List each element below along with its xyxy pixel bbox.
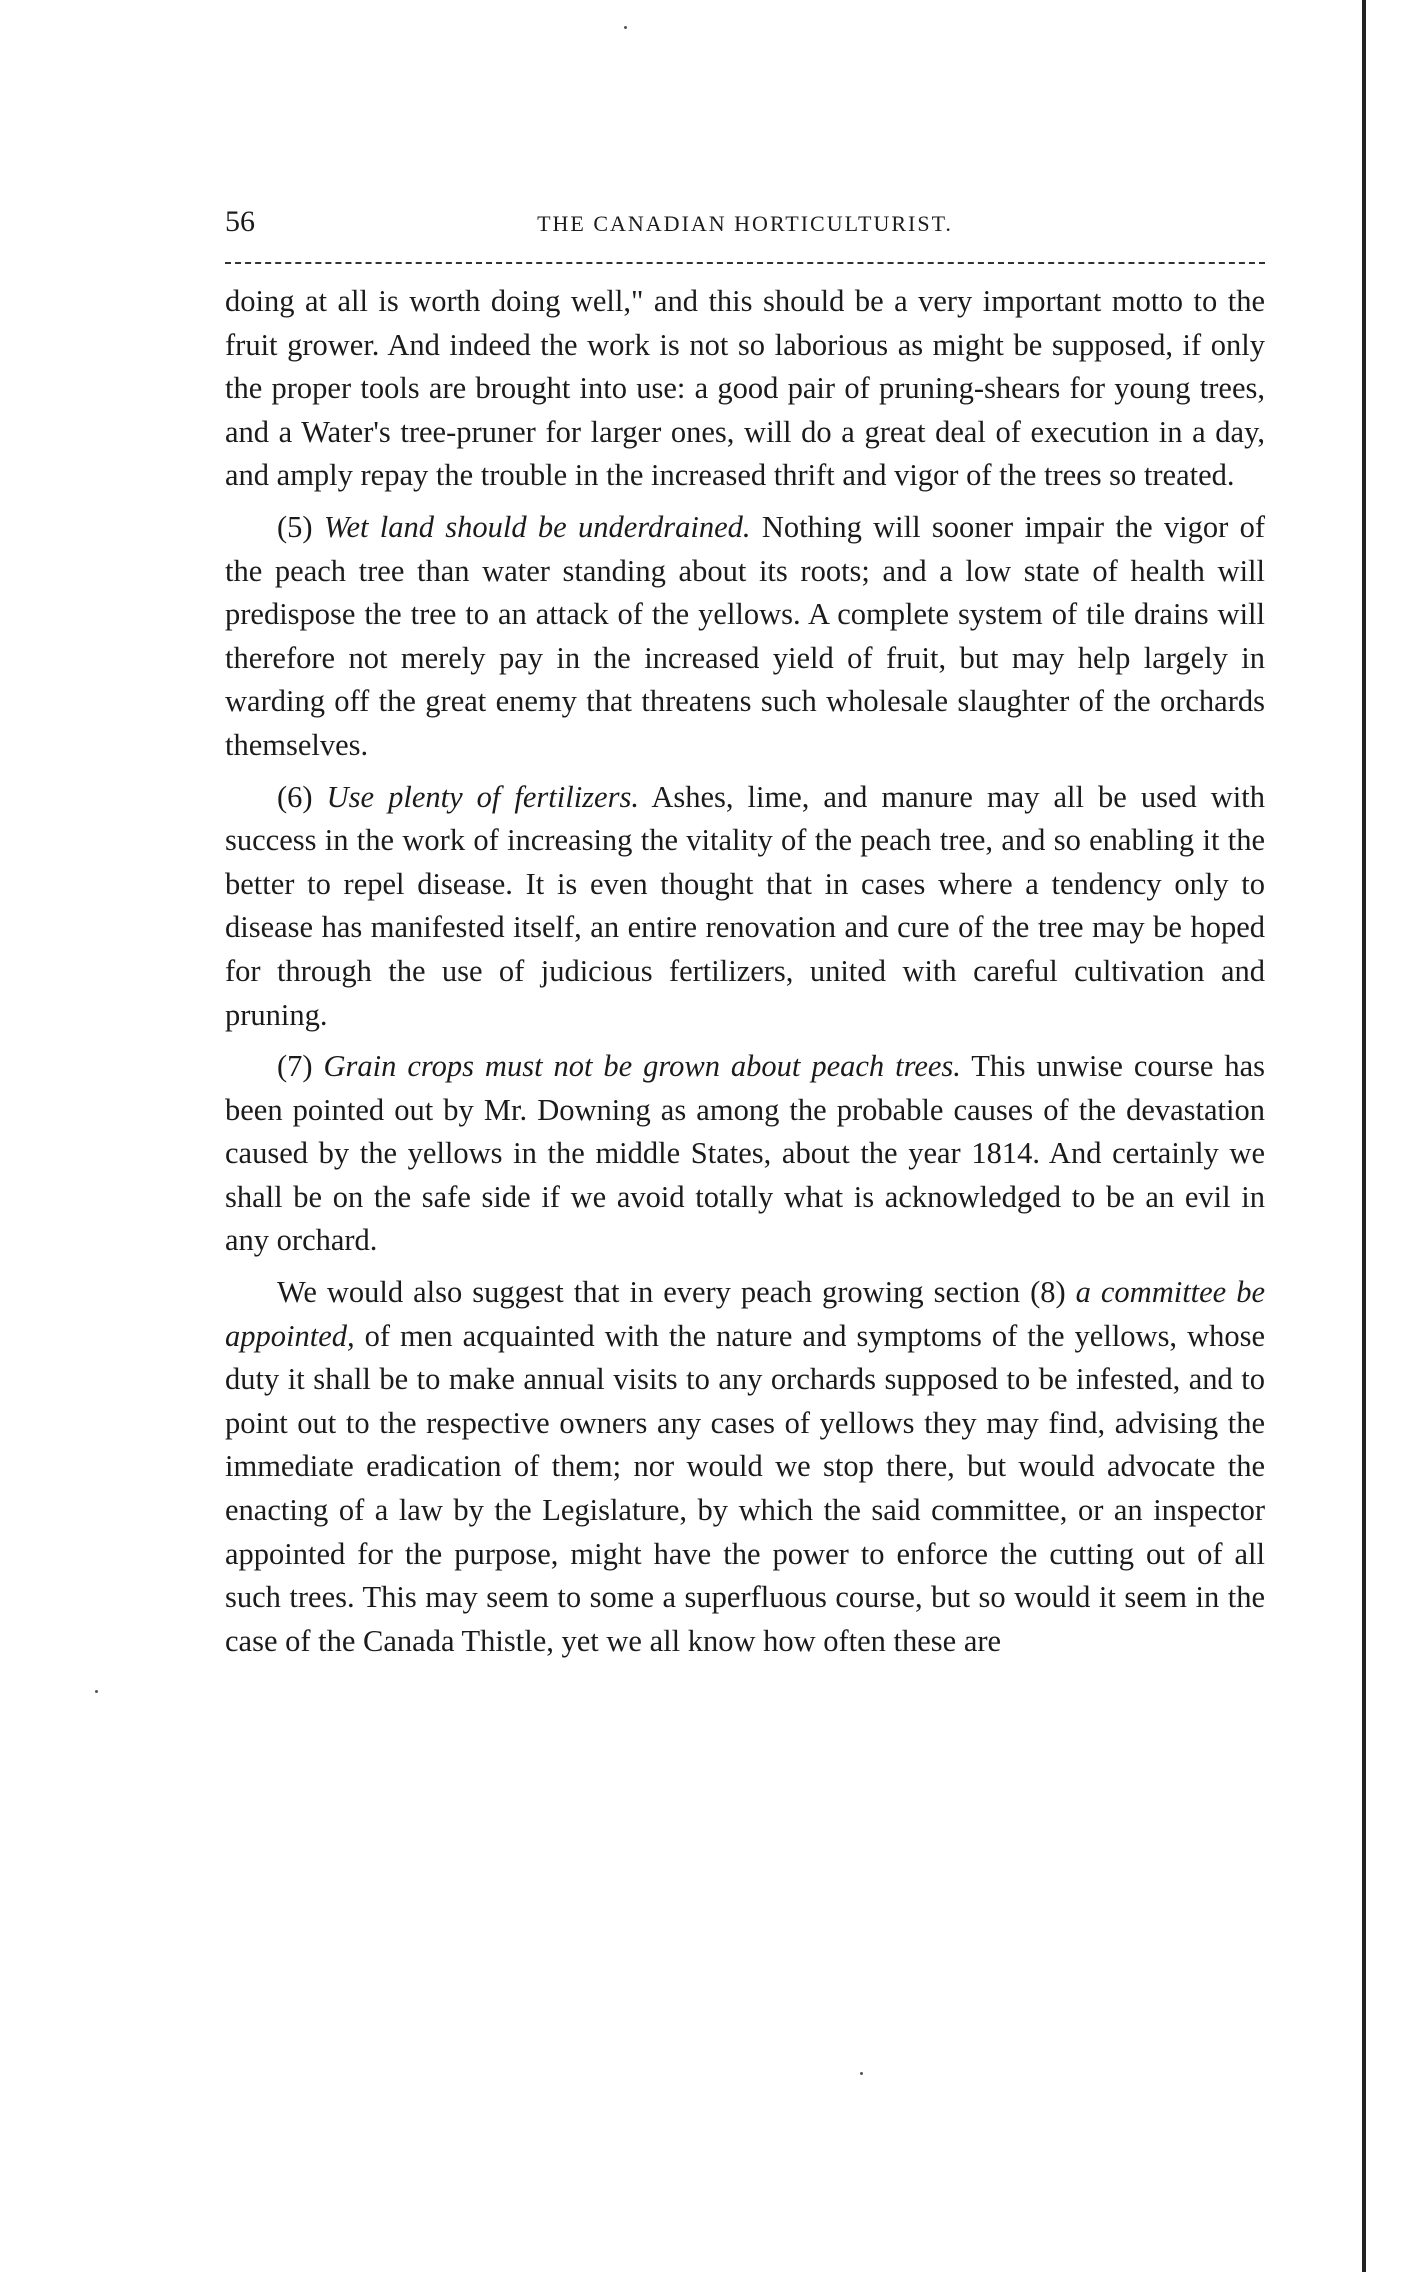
item-heading: a committee be appointed, — [225, 1275, 1266, 1353]
speck — [95, 1690, 98, 1693]
paragraph-lead: We would also suggest that in every peach growing section (8) — [277, 1275, 1066, 1310]
running-title: THE CANADIAN HORTICULTURIST. — [537, 211, 953, 236]
paragraph-5 — [225, 506, 1265, 768]
paragraph-text: Ashes, lime, and manure may all be used with success in the work of increasing the vitality of the peach tree, and so enabling it the better to repel disease. It is even thought that in cases where a tendency only to disease has manifested itself, an entire renovation and cure of the tree may be hoped for through the use of judicious fertilizers, united with careful cultivation and pruning. — [225, 779, 1265, 1032]
item-heading: Wet land should be underdrained. — [323, 509, 751, 544]
page-header — [225, 205, 1265, 245]
item-heading: Use plenty of fertilizers. — [326, 779, 639, 814]
item-heading: Grain crops must not be grown about peach trees. — [323, 1049, 961, 1084]
item-number: (5) — [277, 509, 313, 544]
item-number: (6) — [277, 779, 313, 814]
paragraph-text: This unwise course has been pointed out by Mr. Downing as among the probable causes of the devastation caused by the yellows in the middle States, about the year 1814. And certainly we shall be on the safe side if we avoid totally what is acknowledged to be an evil in any orchard. — [225, 1049, 1266, 1258]
paragraph-text: Nothing will sooner impair the vigor of the peach tree than water standing about its roots; and a low state of health will predispose the tree to an attack of the yellows. A complete system of tile drains will therefore not merely pay in the increased yield of fruit, but may help largely in warding off the great enemy that threatens such wholesale slaughter of the orchards themselves. — [225, 509, 1265, 762]
paragraph-6 — [225, 776, 1265, 1038]
body-text — [225, 280, 1265, 1663]
page-edge-border — [1362, 0, 1366, 2272]
paragraph-text: of men acquainted with the nature and symptoms of the yellows, whose duty it shall be to make annual visits to any orchards supposed to be infested, and to point out to the respective owners any cases of yellows they may find, advising the immediate eradication of them; nor would we stop there, but would advocate the enacting of a law by the Legislature, by which the said committee, or an inspector appointed for the purpose, might have the power to enforce the cutting out of all such trees. This may seem to some a superfluous course, but so would it seem in the case of the Canada Thistle, yet we all know how often these are — [225, 1318, 1266, 1658]
speck — [624, 26, 627, 29]
paragraph-text: doing at all is worth doing well," and this should be a very important motto to the fruit grower. And indeed the work is not so laborious as might be supposed, if only the proper tools are brought into use: a good pair of pruning-shears for young trees, and a Water's tree-pruner for larger ones, will do a great deal of execution in a day, and amply repay the trouble in the increased thrift and vigor of the trees so treated. — [225, 284, 1265, 493]
page-number: 56 — [225, 205, 255, 238]
paragraph-7 — [225, 1045, 1265, 1263]
speck — [860, 2072, 863, 2075]
paragraph-8 — [225, 1271, 1265, 1663]
item-number: (7) — [277, 1049, 313, 1084]
header-rule — [225, 262, 1265, 264]
paragraph-1 — [225, 280, 1265, 498]
